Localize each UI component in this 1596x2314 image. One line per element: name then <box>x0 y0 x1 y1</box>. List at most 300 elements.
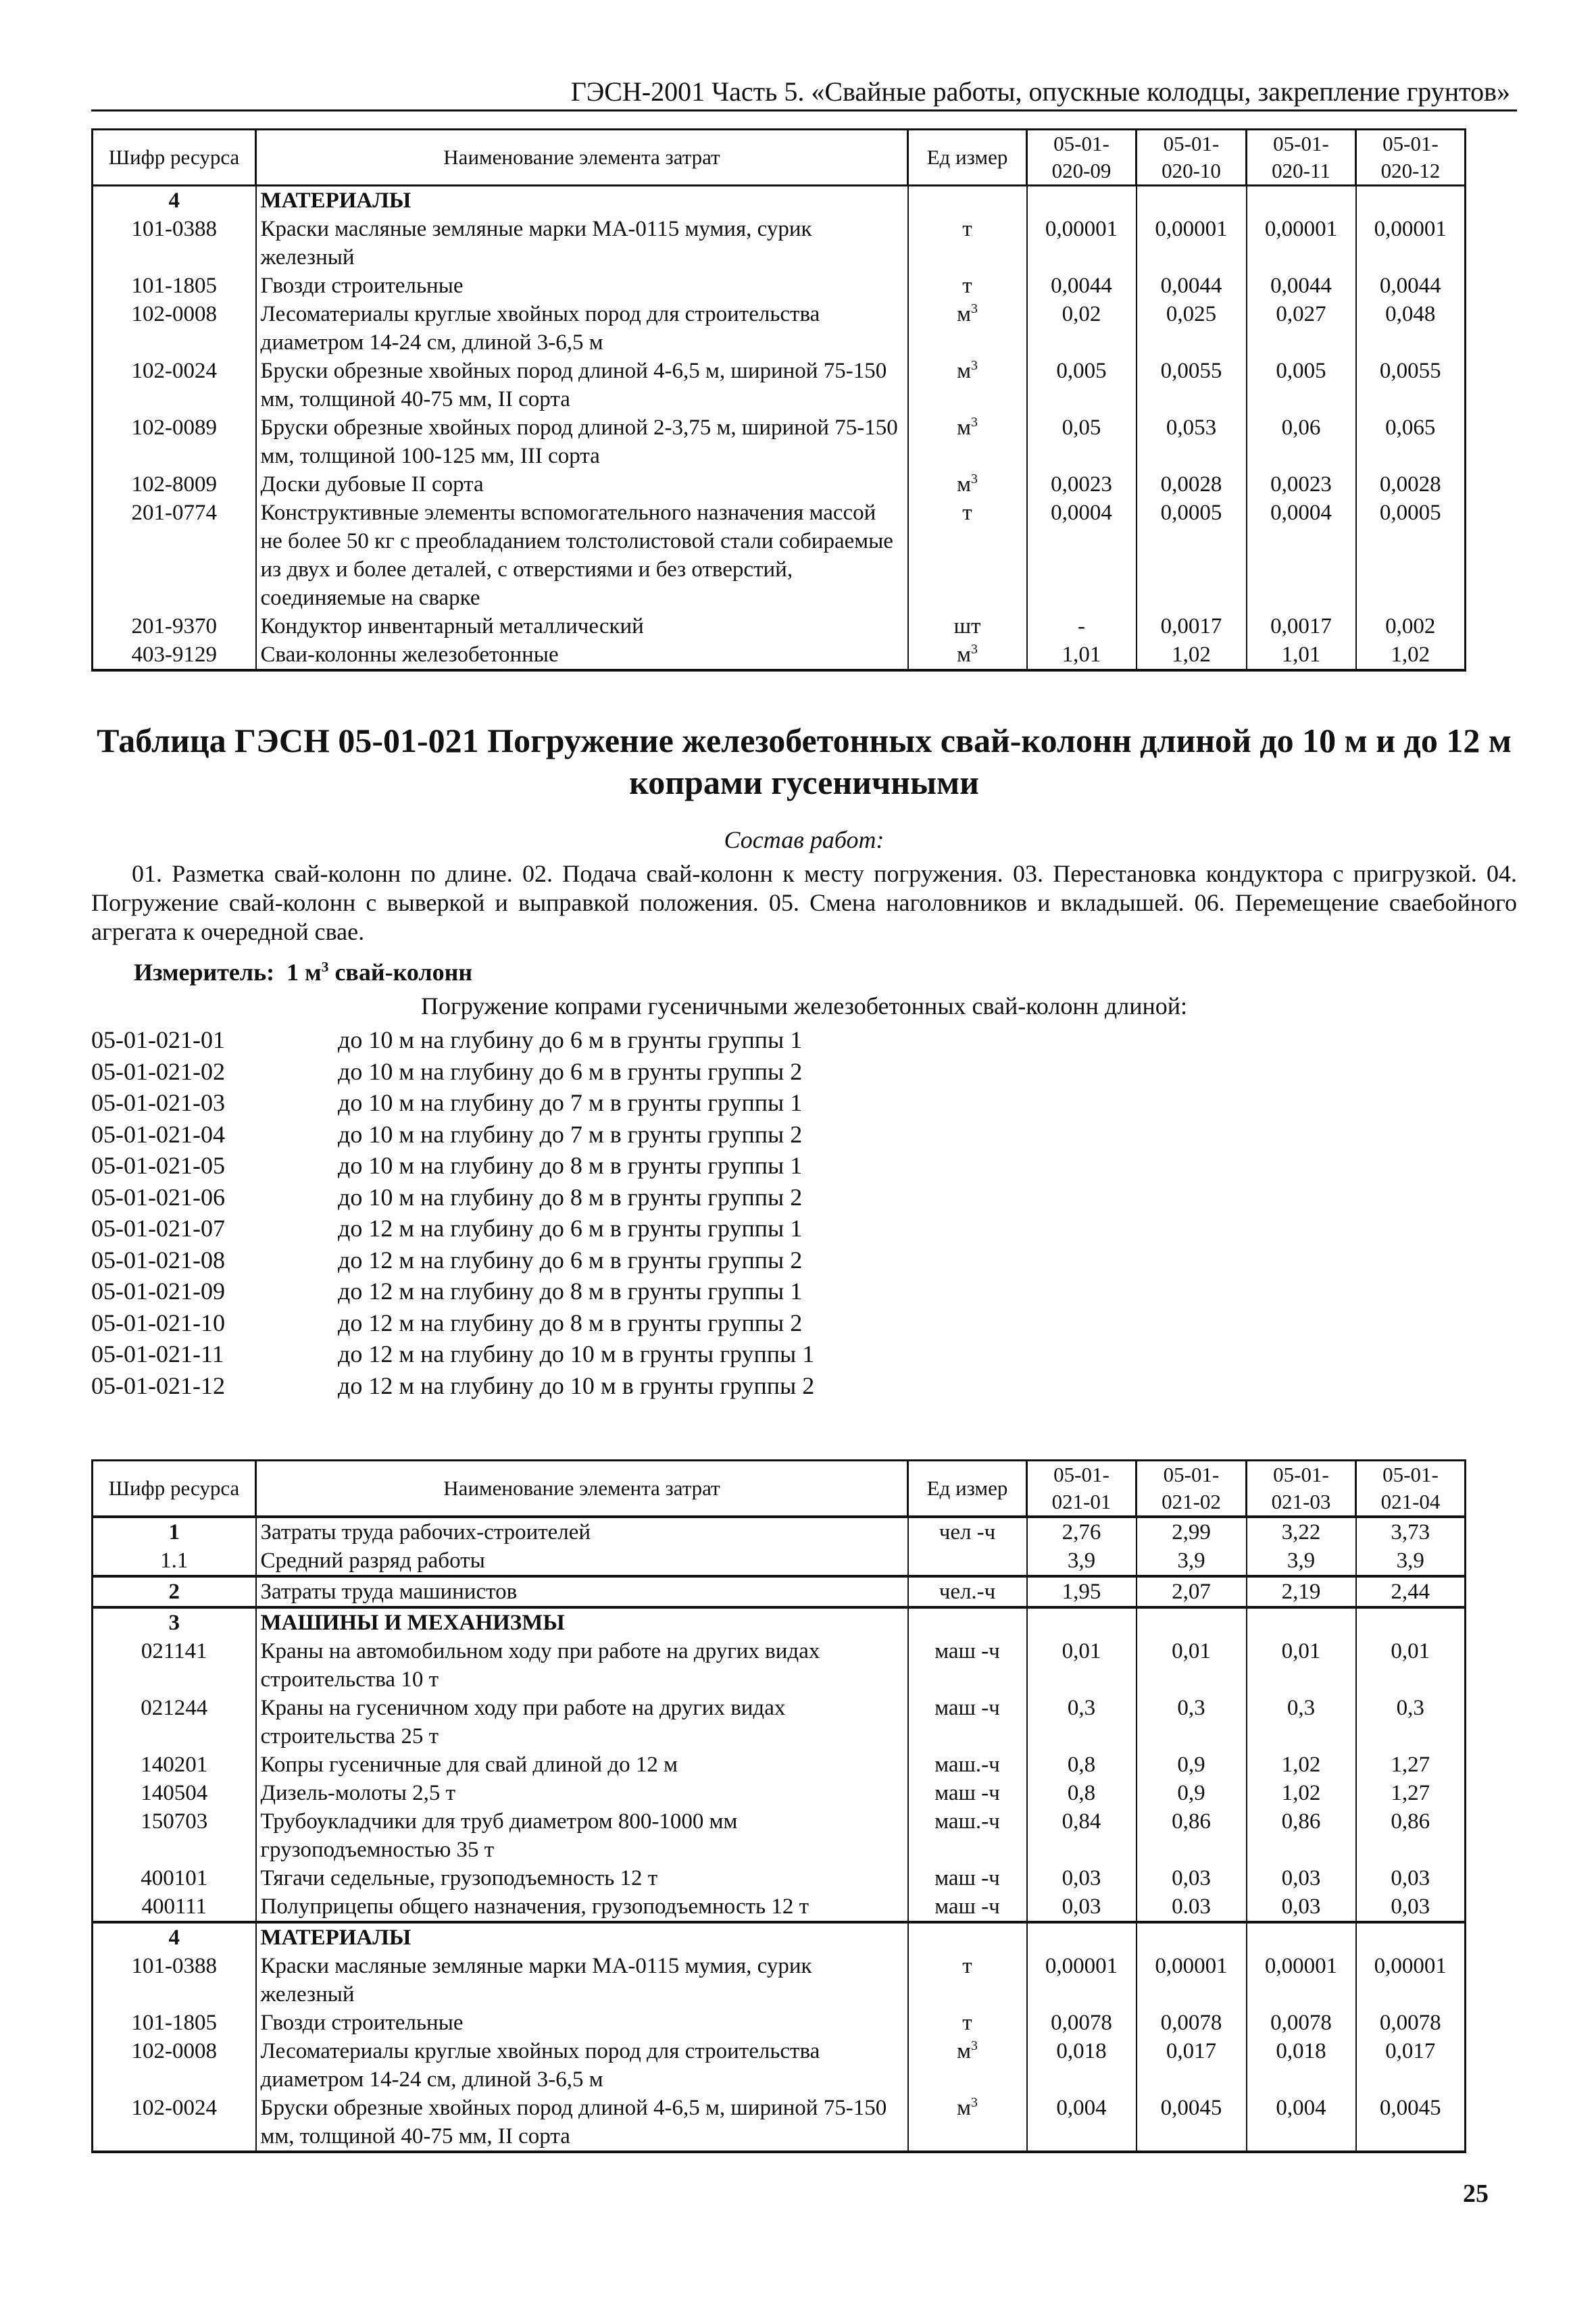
resource-code: 101-1805 <box>93 2009 256 2037</box>
resource-code: 403-9129 <box>93 640 256 670</box>
unit-of-measure <box>908 1517 1027 1546</box>
unit-of-measure <box>908 1546 1027 1576</box>
unit-text: т <box>962 217 972 241</box>
norm-value: 0,00001 <box>1027 1952 1137 2009</box>
unit-of-measure <box>908 1751 1027 1779</box>
resource-code: 101-0388 <box>93 1952 256 2009</box>
header-norm-col: 05-01- 021-01 <box>1027 1461 1137 1517</box>
norm-value: 3,9 <box>1356 1546 1466 1576</box>
resource-name: Бруски обрезные хвойных пород длиной 4-6,5 м, шириной 75-150 мм, толщиной 40-75 мм, II сорта <box>256 2094 908 2152</box>
header-norm-col: 05-01- 021-02 <box>1137 1461 1247 1517</box>
norm-value: 0,027 <box>1247 300 1356 357</box>
unit-superscript: 3 <box>971 301 978 316</box>
norm-value: 1,02 <box>1137 640 1247 670</box>
table-row <box>93 1892 1466 1922</box>
norm-value: 0,053 <box>1137 413 1247 470</box>
norm-code: 05-01-021-02 <box>91 1057 225 1085</box>
resource-name: МАТЕРИАЛЫ <box>256 186 908 216</box>
norm-code: 05-01-021-05 <box>91 1152 225 1179</box>
norm-code: 05-01-021-12 <box>91 1372 225 1399</box>
unit-text: маш -ч <box>934 1866 1000 1890</box>
norm-value: 0,8 <box>1027 1751 1137 1779</box>
norm-description: до 10 м на глубину до 7 м в грунты группы 1 <box>338 1089 803 1116</box>
resource-code: 1 <box>93 1517 256 1546</box>
norm-value: 0,017 <box>1356 2037 1466 2094</box>
resource-code: 102-0008 <box>93 2037 256 2094</box>
norm-value: 0,86 <box>1247 1807 1356 1864</box>
norm-code: 05-01-021-03 <box>91 1089 225 1116</box>
norm-value: 0,0055 <box>1137 357 1247 413</box>
norm-list-item <box>91 1370 814 1402</box>
norm-value <box>1247 186 1356 216</box>
table-group-row <box>93 1607 1466 1637</box>
norm-value: 0,3 <box>1247 1694 1356 1751</box>
header-unit: Ед измер <box>908 1461 1027 1517</box>
norm-value: 0,065 <box>1356 413 1466 470</box>
resource-name: Затраты труда рабочих-строителей <box>256 1517 908 1546</box>
norm-value: 3,9 <box>1027 1546 1137 1576</box>
measurement-unit: Измеритель: 1 $м^3$ свай-колонн <box>134 959 473 986</box>
meter-value: 1 м <box>286 959 322 986</box>
meter-unit: свай-колонн <box>334 959 473 986</box>
norm-description: до 12 м на глубину до 6 м в грунты группы 1 <box>338 1215 803 1242</box>
meter-label: Измеритель: <box>134 959 275 986</box>
norm-value: 0,03 <box>1137 1864 1247 1892</box>
norm-value: 0,01 <box>1027 1637 1137 1694</box>
norm-value: 1,02 <box>1356 640 1466 670</box>
norm-value: 0,048 <box>1356 300 1466 357</box>
norm-value: 0,9 <box>1137 1779 1247 1807</box>
norm-value: 0,0078 <box>1247 2009 1356 2037</box>
norm-code: 05-01-021-04 <box>91 1120 225 1148</box>
resource-code: 4 <box>93 186 256 216</box>
resource-code: 201-9370 <box>93 612 256 640</box>
norm-value <box>1247 1922 1356 1952</box>
table-row <box>93 499 1466 612</box>
norm-value <box>1356 1607 1466 1637</box>
resource-code: 2 <box>93 1576 256 1607</box>
norm-code: 05-01-021-01 <box>91 1026 225 1053</box>
norm-value: 0,00001 <box>1137 1952 1247 2009</box>
header-name: Наименование элемента затрат <box>256 1461 908 1517</box>
norm-value: 1,95 <box>1027 1576 1137 1607</box>
norm-value: 0,03 <box>1247 1892 1356 1922</box>
table-row <box>93 1751 1466 1779</box>
unit-of-measure <box>908 357 1027 413</box>
resource-name: Лесоматериалы круглые хвойных пород для строительства диаметром 14-24 см, длиной 3-6,5 м <box>256 300 908 357</box>
unit-text: чел -ч <box>939 1520 996 1544</box>
norm-value: 2,19 <box>1247 1576 1356 1607</box>
norm-list-item <box>91 1182 814 1213</box>
norm-value: 0,9 <box>1137 1751 1247 1779</box>
works-heading: Состав работ: <box>724 826 884 853</box>
unit-text: маш.-ч <box>934 1809 1000 1834</box>
resource-name: Дизель-молоты 2,5 т <box>256 1779 908 1807</box>
unit-text: м <box>957 643 971 667</box>
norm-value: 0,3 <box>1137 1694 1247 1751</box>
resource-code: 102-0024 <box>93 357 256 413</box>
norm-value: 0,05 <box>1027 413 1137 470</box>
norm-code: 05-01-021-08 <box>91 1246 225 1274</box>
resource-code: 4 <box>93 1922 256 1952</box>
norm-value: 2,44 <box>1356 1576 1466 1607</box>
norm-value: 0,00001 <box>1356 215 1466 272</box>
table-header-row <box>93 1461 1466 1517</box>
norm-value <box>1137 1607 1247 1637</box>
resource-name: Лесоматериалы круглые хвойных пород для строительства диаметром 14-24 см, длиной 3-6,5 м <box>256 2037 908 2094</box>
page-number: 25 <box>1463 2180 1489 2208</box>
norm-list-item <box>91 1307 814 1339</box>
norm-list-item <box>91 1244 814 1276</box>
unit-text: м <box>957 359 971 383</box>
unit-text: маш -ч <box>934 1696 1000 1720</box>
norm-value: 0,025 <box>1137 300 1247 357</box>
unit-of-measure <box>908 612 1027 640</box>
norm-value: 0,01 <box>1356 1637 1466 1694</box>
norm-value: 0,01 <box>1247 1637 1356 1694</box>
unit-of-measure <box>908 1779 1027 1807</box>
unit-superscript: 3 <box>971 2095 978 2110</box>
norm-code: 05-01-021-11 <box>91 1340 224 1367</box>
unit-text: маш -ч <box>934 1781 1000 1805</box>
resource-code: 021141 <box>93 1637 256 1694</box>
unit-of-measure <box>908 1922 1027 1952</box>
norm-value: 0,03 <box>1356 1864 1466 1892</box>
resource-name: Трубоукладчики для труб диаметром 800-1000 мм грузоподъемностью 35 т <box>256 1807 908 1864</box>
norm-value: 1,02 <box>1247 1779 1356 1807</box>
norm-value: 3,9 <box>1247 1546 1356 1576</box>
table-row <box>93 1694 1466 1751</box>
table-row <box>93 413 1466 470</box>
unit-of-measure <box>908 300 1027 357</box>
unit-text: м <box>957 2096 971 2120</box>
norm-value: 0,00001 <box>1247 1952 1356 2009</box>
header-norm-col: 05-01- 020-11 <box>1247 130 1356 186</box>
norm-value: 0,0044 <box>1247 272 1356 300</box>
table-row <box>93 2037 1466 2094</box>
table-row <box>93 2009 1466 2037</box>
norm-value: 0,86 <box>1137 1807 1247 1864</box>
resource-name: Конструктивные элементы вспомогательного назначения массой не более 50 кг с преобладанием толстолистовой стали собираемые из двух и более деталей, с отверстиями и без отверстий, соединяемые на сварке <box>256 499 908 612</box>
unit-text: т <box>962 1954 972 1978</box>
resource-name: Краны на автомобильном ходу при работе на других видах строительства 10 т <box>256 1637 908 1694</box>
unit-superscript: 3 <box>971 415 978 430</box>
unit-of-measure <box>908 499 1027 612</box>
unit-of-measure <box>908 186 1027 216</box>
norm-value: 1,02 <box>1247 1751 1356 1779</box>
resource-name: Гвозди строительные <box>256 2009 908 2037</box>
unit-text: т <box>962 501 972 525</box>
norm-value: 2,07 <box>1137 1576 1247 1607</box>
norm-value: 2,99 <box>1137 1517 1247 1546</box>
norm-value: 0,00001 <box>1027 215 1137 272</box>
norm-value: 3,73 <box>1356 1517 1466 1546</box>
norm-list-item <box>91 1119 814 1151</box>
unit-of-measure <box>908 1892 1027 1922</box>
norm-value: 0,02 <box>1027 300 1137 357</box>
norm-list <box>91 1024 814 1401</box>
resource-name: Полуприцепы общего назначения, грузоподъемность 12 т <box>256 1892 908 1922</box>
resource-code: 102-8009 <box>93 470 256 499</box>
header-norm-col: 05-01- 020-12 <box>1356 130 1466 186</box>
norm-value: 0,00001 <box>1356 1952 1466 2009</box>
resource-name: Краны на гусеничном ходу при работе на других видах строительства 25 т <box>256 1694 908 1751</box>
norm-value: 0,84 <box>1027 1807 1137 1864</box>
header-unit: Ед измер <box>908 130 1027 186</box>
resource-code: 021244 <box>93 1694 256 1751</box>
norm-list-item <box>91 1087 814 1119</box>
unit-of-measure <box>908 2037 1027 2094</box>
unit-text: т <box>962 274 972 298</box>
resource-name: Копры гусеничные для свай длиной до 12 м <box>256 1751 908 1779</box>
unit-text: чел.-ч <box>939 1580 996 1604</box>
unit-of-measure <box>908 1807 1027 1864</box>
norm-value: 0,0044 <box>1356 272 1466 300</box>
unit-text: маш -ч <box>934 1639 1000 1663</box>
norm-list-item <box>91 1338 814 1370</box>
norm-value <box>1137 186 1247 216</box>
norm-value: 0,0005 <box>1137 499 1247 612</box>
norm-description: до 10 м на глубину до 8 м в грунты группы 1 <box>338 1152 803 1179</box>
resource-code: 3 <box>93 1607 256 1637</box>
resource-code: 101-1805 <box>93 272 256 300</box>
norm-value: 0,0078 <box>1137 2009 1247 2037</box>
header-norm-col: 05-01- 020-09 <box>1027 130 1137 186</box>
resource-table-05-01-021 <box>91 1459 1466 2153</box>
norm-value: 0,0055 <box>1356 357 1466 413</box>
norm-value: 0,0045 <box>1137 2094 1247 2152</box>
resource-name: Средний разряд работы <box>256 1546 908 1576</box>
resource-name: Гвозди строительные <box>256 272 908 300</box>
norm-description: до 10 м на глубину до 8 м в грунты группы 2 <box>338 1183 803 1211</box>
norm-description: до 12 м на глубину до 10 м в грунты группы 2 <box>338 1372 815 1399</box>
norm-value: 0,01 <box>1137 1637 1247 1694</box>
unit-of-measure <box>908 1576 1027 1607</box>
table-row <box>93 1779 1466 1807</box>
resource-code: 150703 <box>93 1807 256 1864</box>
resource-name: Бруски обрезные хвойных пород длиной 4-6,5 м, шириной 75-150 мм, толщиной 40-75 мм, II сорта <box>256 357 908 413</box>
works-description: 01. Разметка свай-колонн по длине. 02. Подача свай-колонн к месту погружения. 03. Перестановка кондуктора с пригрузкой. 04. Погружение свай-колонн с выверкой и выправкой положения. 05. Смена наголовников и вкладышей. 06. Перемещение сваебойного агрегата к очередной свае. <box>91 860 1517 945</box>
norm-value: 0,00001 <box>1247 215 1356 272</box>
unit-of-measure <box>908 1864 1027 1892</box>
norm-code: 05-01-021-06 <box>91 1183 225 1211</box>
resource-name: Затраты труда машинистов <box>256 1576 908 1607</box>
table-header-row <box>93 130 1466 186</box>
resource-code: 400111 <box>93 1892 256 1922</box>
norm-value: 0,8 <box>1027 1779 1137 1807</box>
header-code: Шифр ресурса <box>93 130 256 186</box>
norm-value: 0,0028 <box>1356 470 1466 499</box>
norm-value <box>1356 1922 1466 1952</box>
resource-code: 400101 <box>93 1864 256 1892</box>
norm-value <box>1027 186 1137 216</box>
resource-code: 101-0388 <box>93 215 256 272</box>
unit-of-measure <box>908 1637 1027 1694</box>
table-row <box>93 300 1466 357</box>
unit-superscript: 3 <box>971 472 978 486</box>
header-norm-col: 05-01- 021-03 <box>1247 1461 1356 1517</box>
unit-text: маш -ч <box>934 1894 1000 1919</box>
unit-of-measure <box>908 2094 1027 2152</box>
norm-value: 0,86 <box>1356 1807 1466 1864</box>
resource-name: МАШИНЫ И МЕХАНИЗМЫ <box>256 1607 908 1637</box>
resource-code: 140504 <box>93 1779 256 1807</box>
norm-value: 0,0005 <box>1356 499 1466 612</box>
norm-list-item <box>91 1276 814 1307</box>
norm-value: 0,0004 <box>1027 499 1137 612</box>
unit-of-measure <box>908 1952 1027 2009</box>
unit-text: м <box>957 416 971 440</box>
norm-code: 05-01-021-09 <box>91 1278 225 1305</box>
norm-value: 0,018 <box>1247 2037 1356 2094</box>
norm-value: 0,0028 <box>1137 470 1247 499</box>
norm-code: 05-01-021-10 <box>91 1309 225 1336</box>
table-row <box>93 215 1466 272</box>
norm-value: 0,03 <box>1027 1892 1137 1922</box>
table-row <box>93 1517 1466 1546</box>
table-row <box>93 357 1466 413</box>
resource-code: 1.1 <box>93 1546 256 1576</box>
norm-list-item <box>91 1024 814 1056</box>
norm-value: 0,005 <box>1027 357 1137 413</box>
norm-value: 1,01 <box>1027 640 1137 670</box>
table-group-row <box>93 1922 1466 1952</box>
unit-text: м <box>957 302 971 326</box>
table-row <box>93 1864 1466 1892</box>
unit-of-measure <box>908 470 1027 499</box>
table-row <box>93 470 1466 499</box>
norm-value: 0,03 <box>1247 1864 1356 1892</box>
norm-value: 0,018 <box>1027 2037 1137 2094</box>
norm-value: 1,27 <box>1356 1779 1466 1807</box>
running-header: ГЭСН-2001 Часть 5. «Свайные работы, опускные колодцы, закрепление грунтов» <box>570 76 1510 107</box>
norm-value: 0,3 <box>1356 1694 1466 1751</box>
resource-name: Краски масляные земляные марки МА-0115 мумия, сурик железный <box>256 215 908 272</box>
norm-description: до 12 м на глубину до 10 м в грунты группы 1 <box>338 1340 815 1367</box>
norm-value: 3,22 <box>1247 1517 1356 1546</box>
norm-value: 3,9 <box>1137 1546 1247 1576</box>
norm-value: 0,005 <box>1247 357 1356 413</box>
resource-code: 201-0774 <box>93 499 256 612</box>
resource-name: Краски масляные земляные марки МА-0115 мумия, сурик железный <box>256 1952 908 2009</box>
unit-text: т <box>962 2011 972 2035</box>
norm-value: 0,004 <box>1247 2094 1356 2152</box>
norm-value: 0.03 <box>1137 1892 1247 1922</box>
norm-value: 0,3 <box>1027 1694 1137 1751</box>
unit-of-measure <box>908 640 1027 670</box>
norm-description: до 12 м на глубину до 8 м в грунты группы 2 <box>338 1309 803 1336</box>
norm-code: 05-01-021-07 <box>91 1215 225 1242</box>
resource-code: 102-0089 <box>93 413 256 470</box>
norm-value: 0,0017 <box>1247 612 1356 640</box>
norm-value: 0,002 <box>1356 612 1466 640</box>
unit-superscript: 3 <box>971 358 978 373</box>
norm-value <box>1356 186 1466 216</box>
norm-value: 0,03 <box>1027 1864 1137 1892</box>
table-group-row <box>93 186 1466 216</box>
header-rule <box>91 109 1517 111</box>
norm-list-item <box>91 1056 814 1088</box>
table-row <box>93 612 1466 640</box>
table-row <box>93 640 1466 670</box>
unit-text: м <box>957 2039 971 2063</box>
table-row <box>93 1807 1466 1864</box>
norm-value: 0,00001 <box>1137 215 1247 272</box>
norm-value: - <box>1027 612 1137 640</box>
unit-text: шт <box>953 614 981 638</box>
table-title: Таблица ГЭСН 05-01-021 Погружение железобетонных свай-колонн длиной до 10 м и до 12 м копрами гусеничными <box>97 722 1512 801</box>
norm-value: 0,06 <box>1247 413 1356 470</box>
resource-name: Бруски обрезные хвойных пород длиной 2-3,75 м, шириной 75-150 мм, толщиной 100-125 мм, III сорта <box>256 413 908 470</box>
unit-superscript: 3 <box>971 642 978 657</box>
norm-list-item <box>91 1150 814 1182</box>
table-row <box>93 1952 1466 2009</box>
resource-name: Доски дубовые II сорта <box>256 470 908 499</box>
norm-value <box>1137 1922 1247 1952</box>
table-row <box>93 1576 1466 1607</box>
resource-name: МАТЕРИАЛЫ <box>256 1922 908 1952</box>
norm-value: 0,017 <box>1137 2037 1247 2094</box>
norm-value: 0,0023 <box>1247 470 1356 499</box>
norm-value: 2,76 <box>1027 1517 1137 1546</box>
resource-code: 102-0008 <box>93 300 256 357</box>
table-row <box>93 1546 1466 1576</box>
header-norm-col: 05-01- 020-10 <box>1137 130 1247 186</box>
header-norm-col: 05-01- 021-04 <box>1356 1461 1466 1517</box>
norm-value: 0,0004 <box>1247 499 1356 612</box>
norm-description: до 12 м на глубину до 6 м в грунты группы 2 <box>338 1246 803 1274</box>
norm-value: 0,0017 <box>1137 612 1247 640</box>
table-row <box>93 1637 1466 1694</box>
norm-value: 0,0023 <box>1027 470 1137 499</box>
unit-of-measure <box>908 1607 1027 1637</box>
norm-description: до 10 м на глубину до 6 м в грунты группы 1 <box>338 1026 803 1053</box>
norm-value <box>1027 1607 1137 1637</box>
norm-description: до 10 м на глубину до 6 м в грунты группы 2 <box>338 1057 803 1085</box>
resource-code: 140201 <box>93 1751 256 1779</box>
norm-list-item <box>91 1213 814 1244</box>
norm-value: 0,0045 <box>1356 2094 1466 2152</box>
unit-of-measure <box>908 413 1027 470</box>
norm-value: 0,0078 <box>1027 2009 1137 2037</box>
norm-value: 0,0044 <box>1137 272 1247 300</box>
resource-name: Сваи-колонны железобетонные <box>256 640 908 670</box>
unit-superscript: 3 <box>971 2038 978 2053</box>
resource-name: Тягачи седельные, грузоподъемность 12 т <box>256 1864 908 1892</box>
table-row <box>93 272 1466 300</box>
norm-value: 0,0044 <box>1027 272 1137 300</box>
norm-list-intro: Погружение копрами гусеничными железобетонных свай-колонн длиной: <box>420 992 1188 1020</box>
norm-value: 0,03 <box>1356 1892 1466 1922</box>
unit-of-measure <box>908 1694 1027 1751</box>
norm-value: 1,01 <box>1247 640 1356 670</box>
resource-name: Кондуктор инвентарный металлический <box>256 612 908 640</box>
norm-value: 1,27 <box>1356 1751 1466 1779</box>
table-row <box>93 2094 1466 2152</box>
norm-description: до 12 м на глубину до 8 м в грунты группы 1 <box>338 1278 803 1305</box>
unit-text: м <box>957 472 971 497</box>
unit-of-measure <box>908 272 1027 300</box>
norm-description: до 10 м на глубину до 7 м в грунты группы 2 <box>338 1120 803 1148</box>
unit-of-measure <box>908 2009 1027 2037</box>
unit-text: маш.-ч <box>934 1753 1000 1777</box>
resource-table-05-01-020 <box>91 128 1466 672</box>
norm-value <box>1247 1607 1356 1637</box>
norm-value <box>1027 1922 1137 1952</box>
unit-of-measure <box>908 215 1027 272</box>
norm-value: 0,004 <box>1027 2094 1137 2152</box>
norm-value: 0,0078 <box>1356 2009 1466 2037</box>
